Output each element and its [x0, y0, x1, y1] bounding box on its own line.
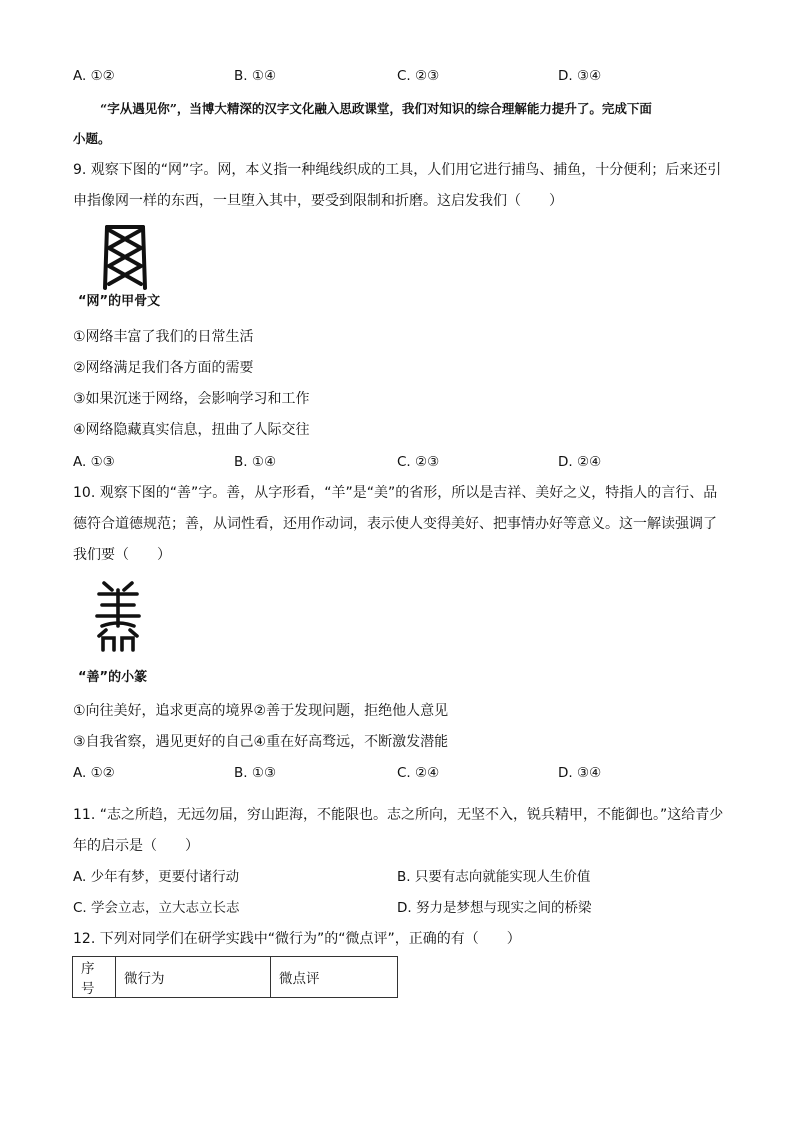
q11-option-d: D. 努力是梦想与现实之间的桥梁	[397, 900, 592, 916]
q9-option-d: D. ②④	[558, 454, 602, 470]
q10-stem-line-1: 10. 观察下图的“善”字。善，从字形看，“羊”是“美”的省形，所以是吉祥、美好之义，特指人的言行、品	[73, 485, 718, 501]
q10-option-c: C. ②④	[397, 765, 440, 781]
q10-stem-line-3: 我们要（ ）	[73, 547, 171, 563]
table-header-row	[73, 957, 398, 998]
q10-glyph-caption: “善”的小篆	[78, 670, 148, 685]
q10-option-a: A. ①②	[73, 765, 115, 781]
q10-items-line-2: ③自我省察，遇见更好的自己④重在好高骛远，不断激发潜能	[73, 734, 449, 750]
wang-oracle-bone-glyph-icon	[100, 224, 150, 290]
q9-option-c: C. ②③	[397, 454, 440, 470]
q10-option-d: D. ③④	[558, 765, 602, 781]
q11-stem-line-2: 年的启示是（ ）	[73, 838, 199, 854]
q9-item-2: ②网络满足我们各方面的需要	[73, 360, 254, 376]
q12-table	[72, 956, 398, 998]
q10-option-b: B. ①③	[234, 765, 277, 781]
q9-item-1: ①网络丰富了我们的日常生活	[73, 329, 254, 345]
header-cell-behavior: 微行为	[116, 957, 271, 998]
q9-stem-line-2: 申指像网一样的东西，一旦堕入其中，要受到限制和折磨。这启发我们（ ）	[73, 193, 563, 209]
q10-items-line-1: ①向往美好，追求更高的境界②善于发现问题，拒绝他人意见	[73, 703, 449, 719]
shan-seal-script-glyph-icon	[94, 580, 142, 652]
header-cell-index: 序号	[73, 957, 116, 998]
intro-line-2: 小题。	[73, 131, 111, 146]
q11-option-a: A. 少年有梦，更要付诸行动	[73, 869, 240, 885]
q9-item-4: ④网络隐藏真实信息，扭曲了人际交往	[73, 422, 310, 438]
q8-option-d: D. ③④	[558, 68, 602, 84]
q8-option-b: B. ①④	[234, 68, 277, 84]
q11-option-c: C. 学会立志，立大志立长志	[73, 900, 240, 916]
q9-item-3: ③如果沉迷于网络，会影响学习和工作	[73, 391, 310, 407]
q8-option-a: A. ①②	[73, 68, 115, 84]
intro-line-1: “字从遇见你”，当博大精深的汉字文化融入思政课堂，我们对知识的综合理解能力提升了。完成下面	[100, 101, 652, 116]
q11-stem-line-1: 11. “志之所趋，无远勿届，穷山距海，不能限也。志之所向，无坚不入，锐兵精甲，不能御也。”这给青少	[73, 807, 724, 823]
q9-option-a: A. ①③	[73, 454, 115, 470]
q12-stem: 12. 下列对同学们在研学实践中“微行为”的“微点评”，正确的有（ ）	[73, 931, 521, 947]
q9-option-b: B. ①④	[234, 454, 277, 470]
q9-glyph-caption: “网”的甲骨文	[78, 294, 161, 309]
q8-option-c: C. ②③	[397, 68, 440, 84]
q11-option-b: B. 只要有志向就能实现人生价值	[397, 869, 591, 885]
header-cell-comment: 微点评	[271, 957, 398, 998]
q9-stem-line-1: 9. 观察下图的“网”字。网，本义指一种绳线织成的工具，人们用它进行捕鸟、捕鱼，十分便利；后来还引	[73, 162, 722, 178]
q10-stem-line-2: 德符合道德规范；善，从词性看，还用作动词，表示使人变得美好、把事情办好等意义。这一解读强调了	[73, 516, 717, 532]
